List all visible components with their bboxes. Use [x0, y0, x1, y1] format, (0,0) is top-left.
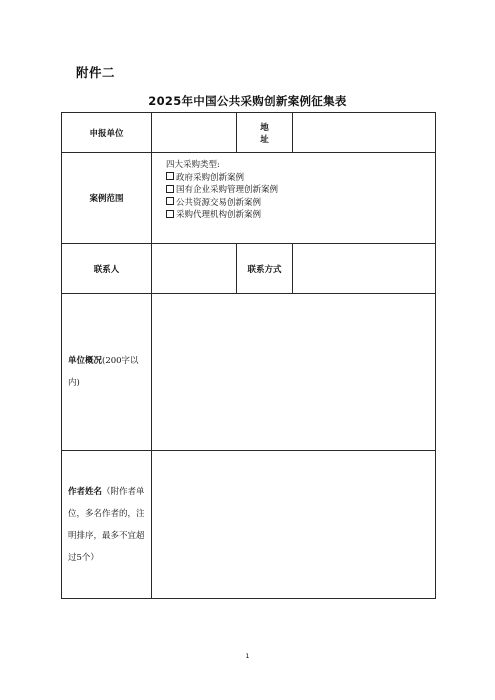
type-option-agency[interactable]: 采购代理机构创新案例 [166, 209, 435, 222]
form-title: 2025年中国公共采购创新案例征集表 [148, 94, 347, 108]
type-option-public-resource[interactable]: 公共资源交易创新案例 [166, 197, 435, 210]
row-case-scope [62, 153, 436, 244]
attachment-label: 附件二 [76, 65, 116, 80]
applicant-unit-field[interactable] [152, 113, 237, 153]
contact-method-label: 联系方式 [237, 244, 293, 294]
author-note: （附作者单位，多名作者的，注明排序，最多不宜超过5个） [68, 486, 145, 563]
address-label: 地 址 [237, 113, 293, 153]
checkbox-icon[interactable] [166, 172, 174, 180]
row-author [62, 451, 436, 599]
case-collection-form [61, 112, 436, 599]
types-heading: 四大采购类型: [166, 160, 220, 170]
checkbox-icon[interactable] [166, 185, 174, 193]
unit-overview-label: 单位概况(200字以内) [62, 294, 152, 451]
contact-person-field[interactable] [152, 244, 237, 294]
contact-method-field[interactable] [293, 244, 436, 294]
row-contact [62, 244, 436, 294]
contact-person-label: 联系人 [62, 244, 152, 294]
type-option-government[interactable]: 政府采购创新案例 [166, 172, 435, 185]
author-label: 作者姓名（附作者单位，多名作者的，注明排序，最多不宜超过5个） [62, 451, 152, 599]
unit-overview-note: (200字以内) [68, 356, 139, 388]
checkbox-icon[interactable] [166, 210, 174, 218]
row-unit-overview [62, 294, 436, 451]
address-field[interactable] [293, 113, 436, 153]
unit-overview-field[interactable] [152, 294, 436, 451]
case-scope-options [152, 153, 436, 244]
applicant-unit-label: 申报单位 [62, 113, 152, 153]
author-field[interactable] [152, 451, 436, 599]
checkbox-icon[interactable] [166, 197, 174, 205]
page-number: 1 [245, 652, 250, 660]
case-scope-label: 案例范围 [62, 153, 152, 244]
row-applicant [62, 113, 436, 153]
type-option-soe[interactable]: 国有企业采购管理创新案例 [166, 184, 435, 197]
